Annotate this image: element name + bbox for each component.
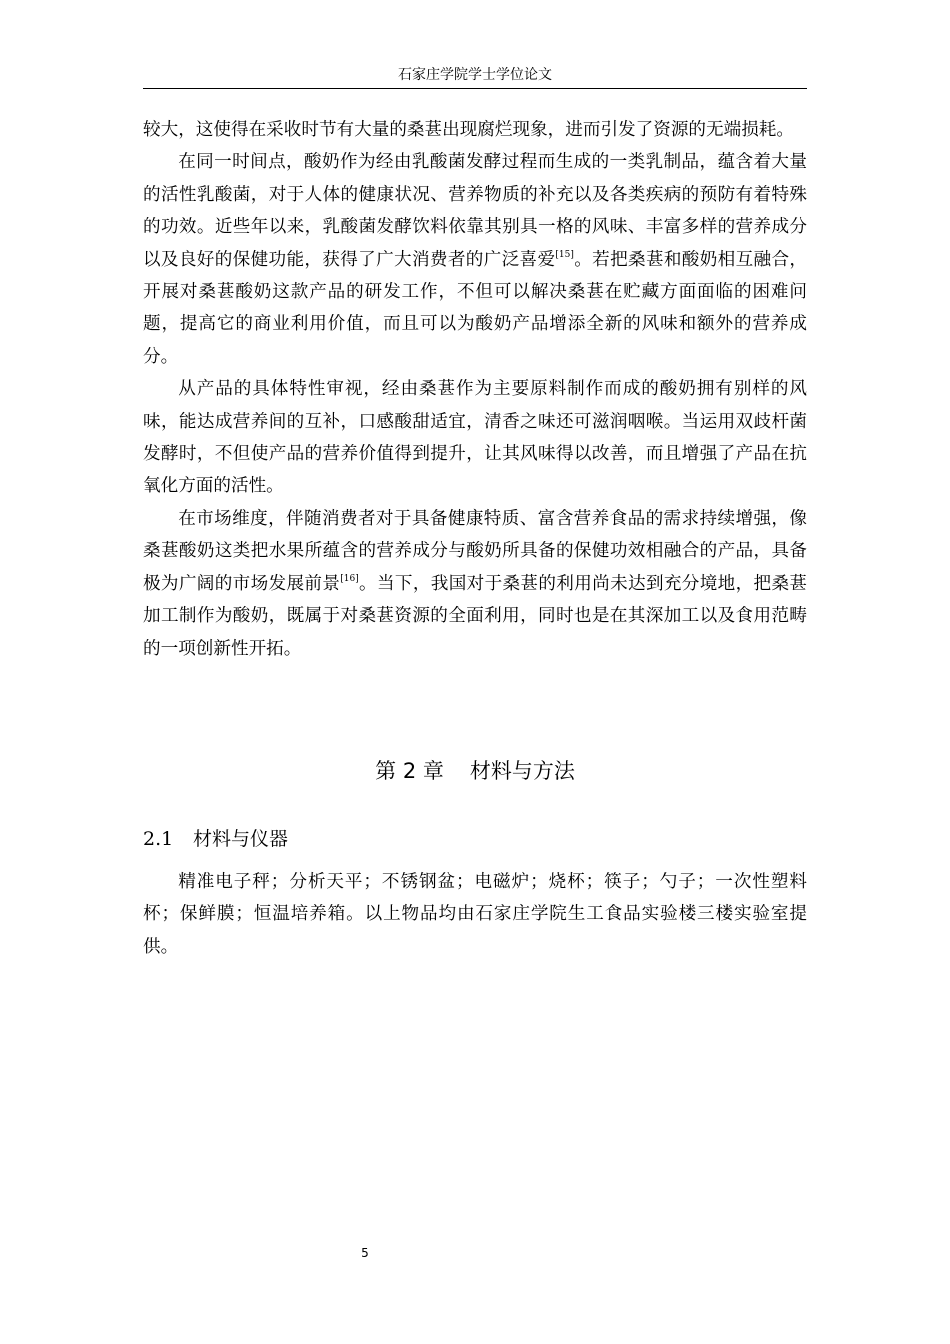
paragraph-1-text: 较大，这使得在采收时节有大量的桑葚出现腐烂现象，进而引发了资源的无端损耗。 [143, 120, 794, 140]
paragraph-1 [143, 114, 807, 146]
page-number: 5 [361, 1246, 369, 1260]
paragraph-2-tail: 。若把桑葚和酸奶相互融合，开展对桑葚酸奶这款产品的研发工作，不但可以解决桑葚在贮藏方面面临的困难问题，提高它的商业利用价值，而且可以为酸奶产品增添全新的风味和额外的营养成分。 [143, 249, 807, 367]
chapter-heading [143, 754, 807, 788]
paragraph-2 [143, 146, 807, 373]
materials-paragraph: 精准电子秤；分析天平；不锈钢盆；电磁炉；烧杯；筷子；勺子；一次性塑料杯；保鲜膜；恒温培养箱。以上物品均由石家庄学院生工食品实验楼三楼实验室提供。 [143, 872, 807, 957]
section-title: 材料与仪器 [193, 828, 289, 850]
header-rule [143, 88, 807, 89]
paragraph-3 [143, 373, 807, 503]
section-heading [143, 823, 807, 855]
paragraph-4-tail: 。当下，我国对于桑葚的利用尚未达到充分境地，把桑葚加工制作为酸奶，既属于对桑葚资源的全面利用，同时也是在其深加工以及食用范畴的一项创新性开拓。 [143, 573, 807, 659]
chapter-number: 第 2 章 [375, 759, 444, 783]
citation-16: [16] [340, 573, 359, 584]
paragraph-2-text: 在同一时间点，酸奶作为经由乳酸菌发酵过程而生成的一类乳制品，蕴含着大量的活性乳酸菌，对于人体的健康状况、营养物质的补充以及各类疾病的预防有着特殊的功效。近些年以来，乳酸菌发酵饮料依靠其别具一格的风味、丰富多样的营养成分以及良好的保健功能，获得了广大消费者的广泛喜爱 [143, 152, 807, 270]
citation-15: [15] [555, 249, 574, 260]
body-text [143, 114, 807, 665]
paragraph-3-text: 从产品的具体特性审视，经由桑葚作为主要原料制作而成的酸奶拥有别样的风味，能达成营养间的互补，口感酸甜适宜，清香之味还可滋润咽喉。当运用双歧杆菌发酵时，不但使产品的营养价值得到提升，让其风味得以改善，而且增强了产品在抗氧化方面的活性。 [143, 379, 807, 497]
section-body [143, 866, 807, 963]
paragraph-4-text: 在市场维度，伴随消费者对于具备健康特质、富含营养食品的需求持续增强，像桑葚酸奶这类把水果所蕴含的营养成分与酸奶所具备的保健功效相融合的产品，具备极为广阔的市场发展前景 [143, 508, 807, 594]
paragraph-4 [143, 503, 807, 665]
chapter-title: 材料与方法 [469, 759, 575, 783]
section-number: 2.1 [143, 828, 174, 850]
running-header: 石家庄学院学士学位论文 [398, 67, 552, 83]
